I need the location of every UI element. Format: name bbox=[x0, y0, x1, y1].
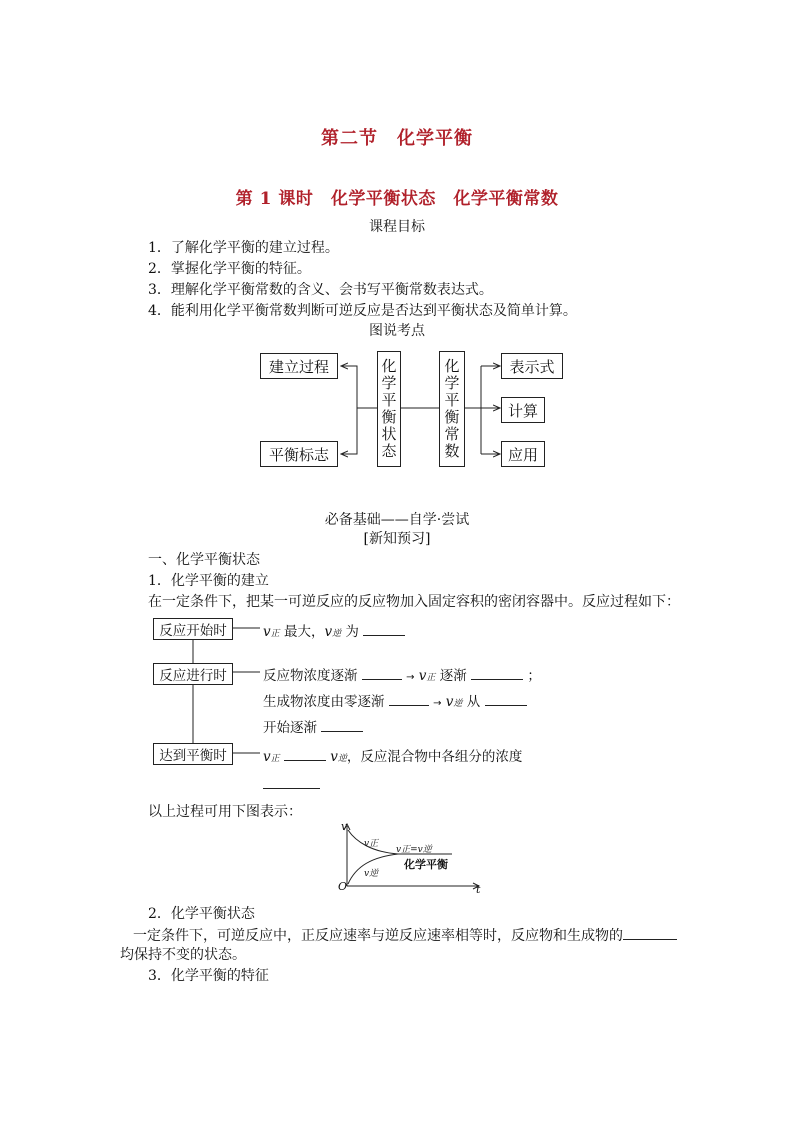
objective-item: 1．了解化学平衡的建立过程。 bbox=[148, 240, 339, 256]
flow-box-equilibrium: 达到平衡时 bbox=[153, 743, 233, 765]
flow-progress-line2: 生成物浓度由零逐渐 → v逆 从 bbox=[263, 690, 527, 710]
diagram-heading: 图说考点 bbox=[369, 323, 425, 339]
concept-box-markers: 平衡标志 bbox=[260, 441, 338, 467]
flow-progress-line3: 开始逐渐 bbox=[263, 716, 363, 736]
preview-heading: [新知预习] bbox=[363, 531, 431, 547]
graph-y-label: v bbox=[341, 820, 348, 833]
graph-x-label: t bbox=[476, 883, 481, 896]
objective-item: 4．能利用化学平衡常数判断可逆反应是否达到平衡状态及简单计算。 bbox=[148, 303, 577, 319]
part1-heading: 一、化学平衡状态 bbox=[148, 552, 260, 568]
item1-heading: 1．化学平衡的建立 bbox=[148, 573, 269, 589]
lesson-title: 第 1 课时 化学平衡状态 化学平衡常数 bbox=[235, 189, 559, 209]
flow-progress-line1: 反应物浓度逐渐 → v正 逐渐 ； bbox=[263, 668, 541, 684]
objectives-heading: 课程目标 bbox=[369, 219, 425, 235]
concept-box-application: 应用 bbox=[501, 441, 545, 467]
item3-heading: 3．化学平衡的特征 bbox=[148, 968, 269, 984]
graph-equal-label: v正=v逆 bbox=[396, 845, 432, 855]
flow-box-progress: 反应进行时 bbox=[153, 663, 233, 685]
concept-box-calculation: 计算 bbox=[501, 397, 545, 423]
flow-start-line: v正 最大，v逆 为 bbox=[263, 620, 405, 640]
graph-intro: 以上过程可用下图表示： bbox=[148, 804, 302, 820]
basics-heading: 必备基础——自学·尝试 bbox=[324, 512, 470, 528]
concept-box-equilibrium-constant: 化学平衡常数 bbox=[439, 351, 465, 467]
graph-origin: O bbox=[338, 880, 348, 893]
concept-box-expression: 表示式 bbox=[501, 353, 563, 379]
objective-item: 3．理解化学平衡常数的含义、会书写平衡常数表达式。 bbox=[148, 282, 493, 298]
objective-item: 2．掌握化学平衡的特征。 bbox=[148, 261, 311, 277]
graph-forward-label: v正 bbox=[364, 839, 379, 849]
graph-reverse-label: v逆 bbox=[364, 869, 379, 879]
concept-box-equilibrium-state: 化学平衡状态 bbox=[377, 351, 401, 467]
flow-box-start: 反应开始时 bbox=[153, 618, 233, 640]
graph-equilibrium-label: 化学平衡 bbox=[404, 858, 448, 871]
item1-text: 在一定条件下，把某一可逆反应的反应物加入固定容积的密闭容器中。反应过程如下： bbox=[148, 594, 680, 610]
concept-box-establish: 建立过程 bbox=[260, 353, 338, 379]
section-title: 第二节 化学平衡 bbox=[321, 128, 473, 149]
flow-equilibrium-line: v正 v逆，反应混合物中各组分的浓度 bbox=[263, 749, 523, 765]
item2-text-line2: 均保持不变的状态。 bbox=[120, 947, 246, 963]
answer-blank[interactable] bbox=[623, 927, 677, 940]
item2-heading: 2．化学平衡状态 bbox=[148, 906, 255, 922]
item2-text-line1: 一定条件下，可逆反应中，正反应速率与逆反应速率相等时，反应物和生成物的 bbox=[133, 925, 677, 945]
